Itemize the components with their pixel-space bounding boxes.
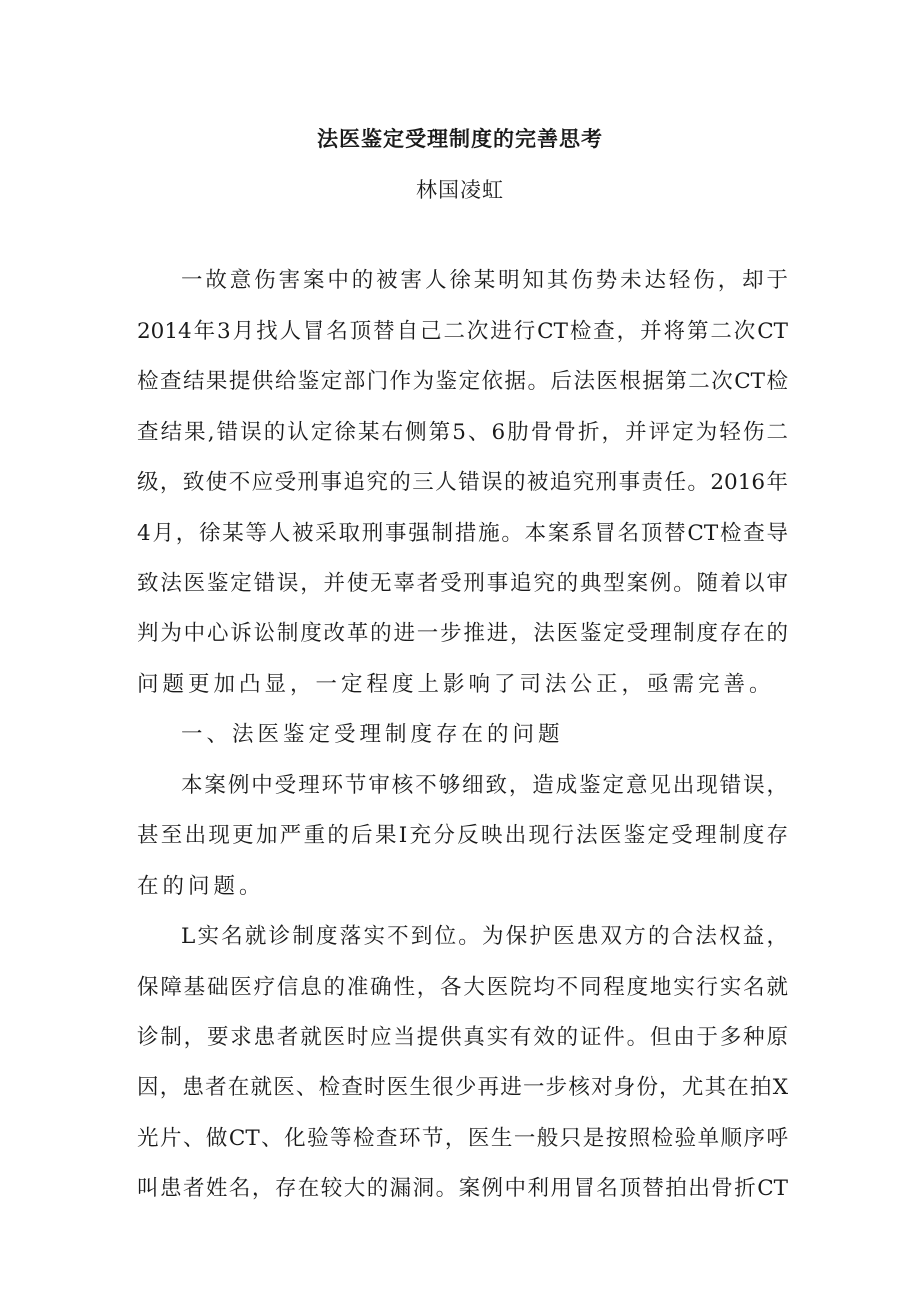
paragraph-line: 因，患者在就医、检查时医生很少再进一步核对身份，尤其在拍X bbox=[137, 1075, 788, 1100]
paragraph-line: 本案例中受理环节审核不够细致，造成鉴定意见出现错误， bbox=[181, 773, 788, 798]
paragraph-line: 检查结果提供给鉴定部门作为鉴定依据。后法医根据第二次CT检 bbox=[137, 369, 788, 394]
paragraph-line: 光片、做CT、化验等检查环节，医生一般只是按照检验单顺序呼 bbox=[137, 1126, 788, 1151]
document-author: 林国凌虹 bbox=[416, 178, 504, 202]
paragraph-line: 查结果,错误的认定徐某右侧第5、6肋骨骨折，并评定为轻伤二 bbox=[137, 420, 788, 445]
paragraph-line: 致法医鉴定错误，并使无辜者受刑事追究的典型案例。随着以审 bbox=[137, 571, 788, 596]
paragraph-line: 判为中心诉讼制度改革的进一步推进，法医鉴定受理制度存在的 bbox=[137, 621, 788, 646]
paragraph-line: L实名就诊制度落实不到位。为保护医患双方的合法权益， bbox=[181, 924, 788, 949]
paragraph-line: 保障基础医疗信息的准确性，各大医院均不同程度地实行实名就 bbox=[137, 975, 788, 1000]
document-title: 法医鉴定受理制度的完善思考 bbox=[317, 126, 603, 151]
paragraph-line: 4月，徐某等人被采取刑事强制措施。本案系冒名顶替CT检查导 bbox=[137, 521, 788, 546]
paragraph-line: 2014年3月找人冒名顶替自己二次进行CT检查，并将第二次CT bbox=[137, 319, 788, 344]
paragraph-line: 一故意伤害案中的被害人徐某明知其伤势未达轻伤，却于 bbox=[181, 268, 788, 293]
paragraph-line: 叫患者姓名，存在较大的漏洞。案例中利用冒名顶替拍出骨折CT bbox=[137, 1176, 788, 1201]
paragraph-line: 问题更加凸显，一定程度上影响了司法公正，亟需完善。 bbox=[137, 672, 775, 697]
paragraph-line: 在的问题。 bbox=[137, 874, 265, 899]
paragraph-line: 甚至出现更加严重的后果I充分反映出现行法医鉴定受理制度存 bbox=[137, 823, 788, 848]
paragraph-line: 级，致使不应受刑事追究的三人错误的被追究刑事责任。2016年 bbox=[137, 470, 788, 495]
paragraph-line: 诊制，要求患者就医时应当提供真实有效的证件。但由于多种原 bbox=[137, 1025, 788, 1050]
section-heading: 一、法医鉴定受理制度存在的问题 bbox=[181, 722, 564, 747]
